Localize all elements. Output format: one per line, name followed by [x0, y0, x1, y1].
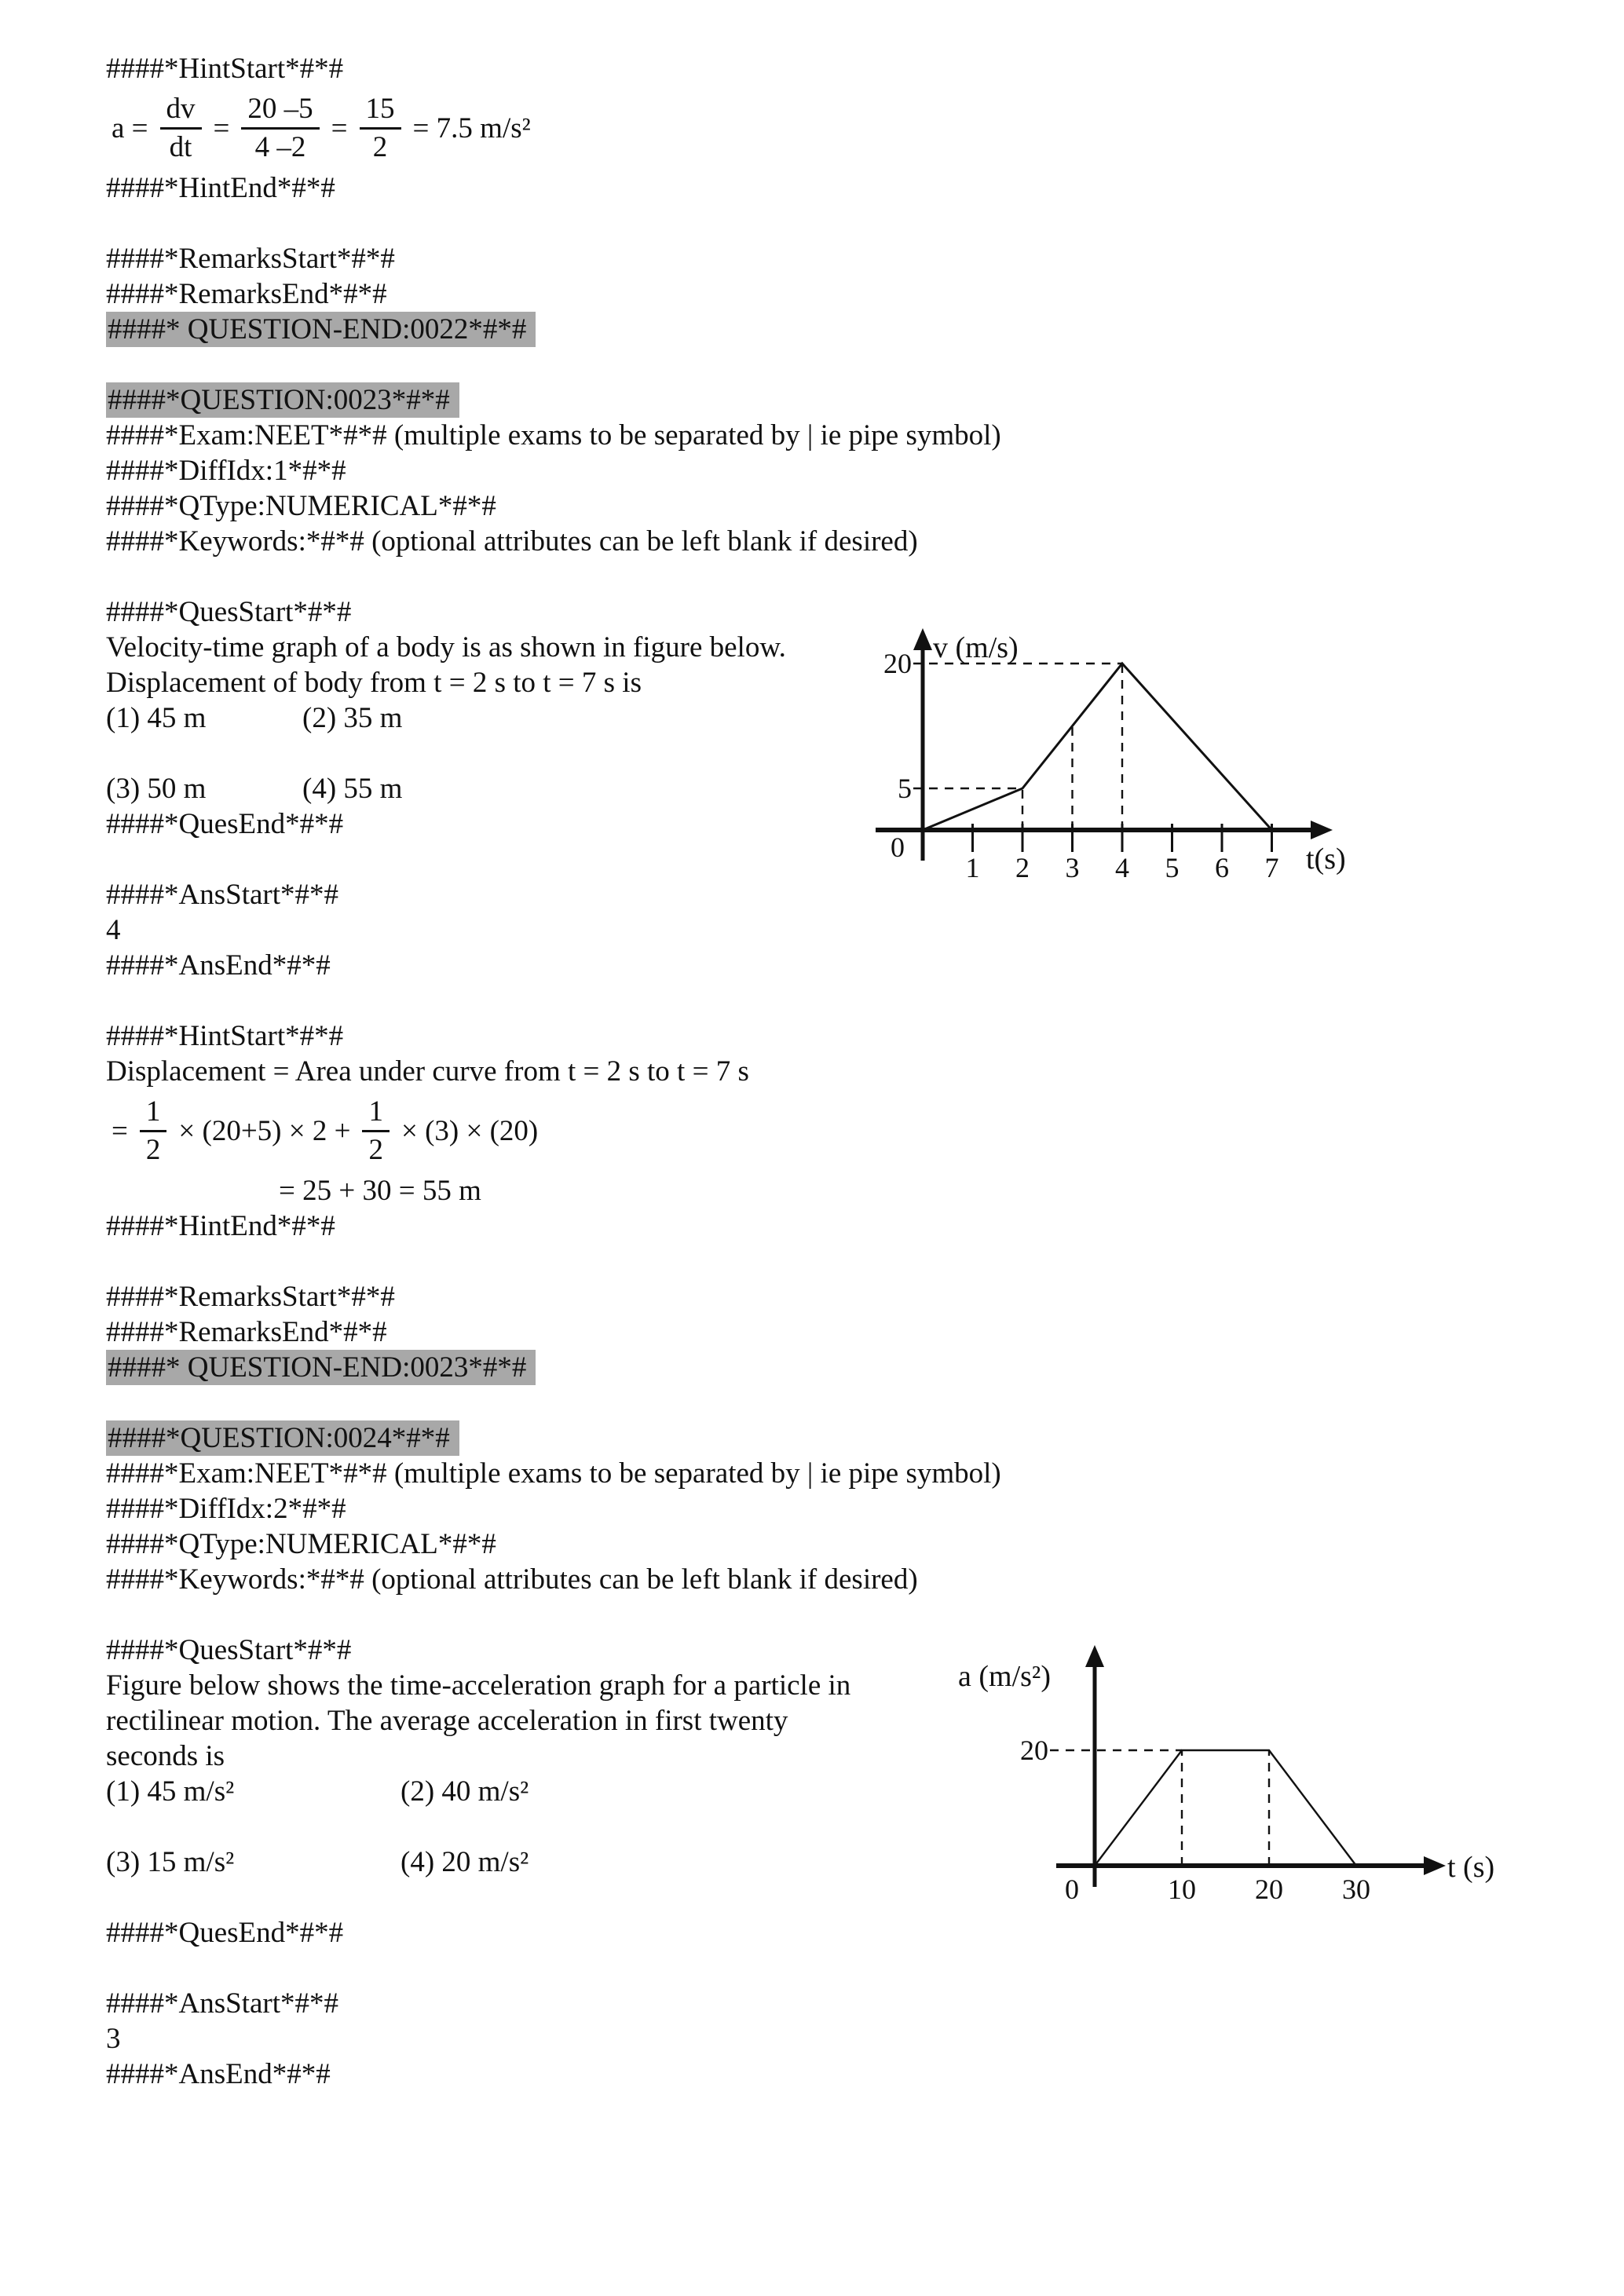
q23-hint-start-tag: ####*HintStart*#*# — [106, 1020, 344, 1052]
svg-text:0: 0 — [891, 832, 905, 863]
q23-hint-end-tag: ####*HintEnd*#*# — [106, 1210, 335, 1242]
q24-ques-end-tag: ####*QuesEnd*#*# — [106, 1917, 344, 1949]
svg-text:5: 5 — [1165, 852, 1180, 883]
formula-text: = — [331, 112, 348, 144]
svg-text:t (s): t (s) — [1447, 1851, 1495, 1884]
q24-qtype-tag: ####*QType:NUMERICAL*#*# — [106, 1528, 496, 1560]
q23-answer-value: 4 — [106, 914, 121, 946]
acceleration-time-graph — [938, 1637, 1535, 1951]
q22-remarks-start-tag: ####*RemarksStart*#*# — [106, 243, 395, 275]
q23-question-tag — [106, 382, 1624, 418]
q23-diffidx-tag: ####*DiffIdx:1*#*# — [106, 455, 346, 487]
q24-ans-end-tag: ####*AnsEnd*#*# — [106, 2058, 331, 2090]
q24-keywords-tag: ####*Keywords:*#*# (optional attributes can be left blank if desired) — [106, 1563, 918, 1596]
q23-ans-start-tag: ####*AnsStart*#*# — [106, 879, 338, 911]
q23-option-4: (4) 55 m — [302, 773, 403, 805]
formula-text: = — [112, 1115, 128, 1147]
blank-line — [106, 347, 1624, 382]
blank-line — [106, 206, 1624, 241]
svg-text:5: 5 — [898, 773, 912, 804]
svg-text:0: 0 — [1065, 1874, 1079, 1905]
svg-text:20: 20 — [1255, 1874, 1283, 1905]
formula-text: × (3) × (20) — [401, 1115, 539, 1147]
q22-hint-end-tag: ####*HintEnd*#*# — [106, 172, 335, 204]
q23-ans-end-tag: ####*AnsEnd*#*# — [106, 949, 331, 982]
fraction: $\frac{15}{2}$ — [360, 92, 401, 165]
q24-diffidx-tag: ####*DiffIdx:2*#*# — [106, 1493, 346, 1525]
q23-question-text-line2: Displacement of body from t = 2 s to t = 7 s is — [106, 667, 642, 699]
q23-ques-start-tag: ####*QuesStart*#*# — [106, 596, 352, 628]
q24-ques-start-tag: ####*QuesStart*#*# — [106, 1634, 352, 1666]
q24-option-2: (2) 40 m/s² — [401, 1775, 529, 1808]
svg-text:30: 30 — [1342, 1874, 1370, 1905]
acceleration-time graph — [938, 1637, 1535, 1951]
blank-line — [106, 983, 1624, 1018]
svg-text:3: 3 — [1065, 852, 1080, 883]
q24-option-1: (1) 45 m/s² — [106, 1775, 235, 1808]
q24-option-4: (4) 20 m/s² — [401, 1846, 529, 1878]
svg-text:20: 20 — [1020, 1735, 1048, 1766]
q23-qtype-tag: ####*QType:NUMERICAL*#*# — [106, 490, 496, 522]
q23-ques-end-tag: ####*QuesEnd*#*# — [106, 808, 344, 840]
fraction: $\frac{20 -5}{4 -2}$ — [241, 92, 319, 165]
q23-keywords-tag: ####*Keywords:*#*# (optional attributes can be left blank if desired) — [106, 525, 918, 558]
blank-line — [106, 1244, 1624, 1279]
blank-line — [106, 1597, 1624, 1632]
highlighted-question-0024: ####*QUESTION:0024*#*# — [106, 1420, 459, 1456]
q24-question-text-line2: rectilinear motion. The average acceleration in first twenty — [106, 1705, 788, 1737]
svg-text:4: 4 — [1115, 852, 1129, 883]
svg-text:10: 10 — [1168, 1874, 1196, 1905]
q24-question-text-line1: Figure below shows the time-acceleration graph for a particle in — [106, 1669, 851, 1702]
formula-text: = — [213, 112, 230, 144]
q22-question-end-tag — [106, 312, 1624, 347]
q24-ans-start-tag: ####*AnsStart*#*# — [106, 1987, 338, 2020]
fraction: $\frac{1}{2}$ — [362, 1095, 390, 1168]
q24-question-text-line3: seconds is — [106, 1740, 225, 1772]
q23-remarks-end-tag: ####*RemarksEnd*#*# — [106, 1316, 387, 1348]
formula-text: a = — [112, 112, 148, 144]
svg-text:a (m/s²): a (m/s²) — [958, 1660, 1051, 1693]
svg-text:7: 7 — [1264, 852, 1279, 883]
fraction: $\frac{dv}{dt}$ — [160, 92, 202, 165]
q23-question-text-line1: Velocity-time graph of a body is as shown in figure below. — [106, 631, 786, 664]
velocity-time graph — [852, 620, 1370, 903]
q23-option-1: (1) 45 m — [106, 702, 207, 734]
q23-exam-tag: ####*Exam:NEET*#*# (multiple exams to be separated by | ie pipe symbol) — [106, 419, 1001, 452]
q23-remarks-start-tag: ####*RemarksStart*#*# — [106, 1281, 395, 1313]
highlighted-question-0023: ####*QUESTION:0023*#*# — [106, 382, 459, 418]
svg-text:2: 2 — [1015, 852, 1030, 883]
fraction: $\frac{1}{2}$ — [140, 1095, 167, 1168]
q24-option-3: (3) 15 m/s² — [106, 1846, 235, 1878]
svg-text:t(s): t(s) — [1306, 843, 1346, 876]
q24-answer-value: 3 — [106, 2023, 121, 2055]
velocity-time-graph — [852, 620, 1370, 903]
q22-acceleration-formula — [106, 92, 1624, 165]
formula-text: = 7.5 m/s² — [412, 112, 531, 144]
svg-text:6: 6 — [1215, 852, 1229, 883]
svg-text:1: 1 — [965, 852, 980, 883]
svg-text:20: 20 — [883, 648, 912, 679]
q23-hint-text: Displacement = Area under curve from t = 2 s to t = 7 s — [106, 1055, 749, 1088]
formula-text: × (20+5) × 2 + — [178, 1115, 351, 1147]
svg-text:v (m/s): v (m/s) — [933, 631, 1019, 664]
q24-question-tag — [106, 1420, 1624, 1456]
blank-line — [106, 559, 1624, 594]
q22-hint-start-tag: ####*HintStart*#*# — [106, 53, 344, 85]
q23-question-end-tag — [106, 1350, 1624, 1385]
q23-option-2: (2) 35 m — [302, 702, 403, 734]
blank-line — [106, 1385, 1624, 1420]
blank-line — [106, 1951, 1624, 1986]
highlighted-question-end-0022: ####* QUESTION-END:0022*#*# — [106, 312, 536, 347]
highlighted-question-end-0023: ####* QUESTION-END:0023*#*# — [106, 1350, 536, 1385]
q23-displacement-formula — [106, 1095, 1624, 1168]
q22-remarks-end-tag: ####*RemarksEnd*#*# — [106, 278, 387, 310]
q23-hint-result: = 25 + 30 = 55 m — [279, 1175, 481, 1207]
q23-option-3: (3) 50 m — [106, 773, 207, 805]
q24-exam-tag: ####*Exam:NEET*#*# (multiple exams to be separated by | ie pipe symbol) — [106, 1457, 1001, 1490]
